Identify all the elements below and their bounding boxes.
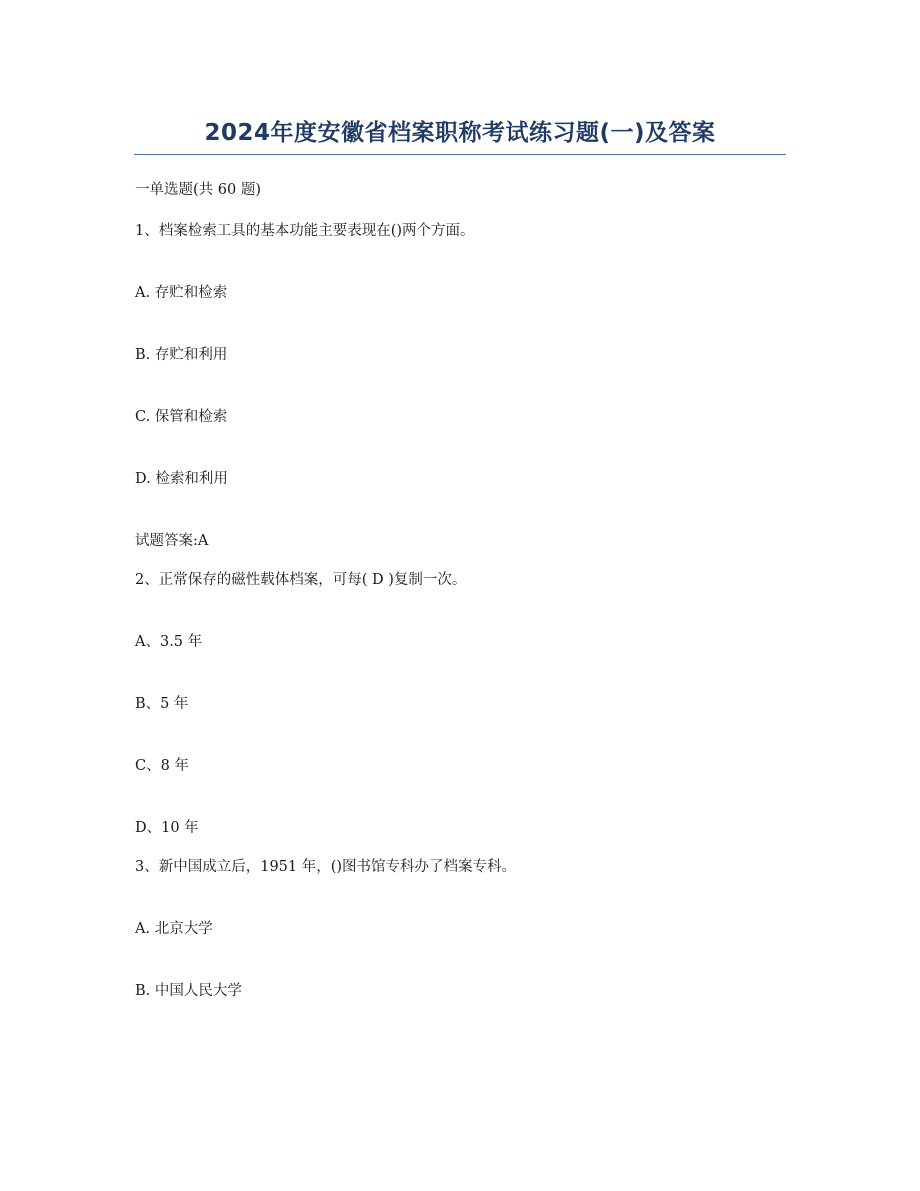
question-stem: 1、档案检索工具的基本功能主要表现在()两个方面。 (135, 223, 475, 239)
option-b: B. 中国人民大学 (135, 983, 242, 999)
option-b: B. 存贮和利用 (135, 347, 228, 363)
option-d: D、10 年 (135, 820, 199, 836)
option-a: A. 存贮和检索 (135, 285, 228, 301)
option-b: B、5 年 (135, 696, 189, 712)
option-d: D. 检索和利用 (135, 471, 228, 487)
option-a: A. 北京大学 (135, 921, 213, 937)
question-stem: 2、正常保存的磁性载体档案，可每( D )复制一次。 (135, 572, 467, 588)
document-title: 2024年度安徽省档案职称考试练习题(一)及答案 (204, 120, 716, 146)
title-divider (134, 154, 786, 155)
answer-line: 试题答案:A (135, 533, 209, 549)
option-c: C、8 年 (135, 758, 189, 774)
option-a: A、3.5 年 (135, 634, 203, 650)
question-stem: 3、新中国成立后，1951 年，()图书馆专科办了档案专科。 (135, 859, 517, 875)
option-c: C. 保管和检索 (135, 409, 228, 425)
section-heading: 一单选题(共 60 题) (135, 182, 261, 198)
